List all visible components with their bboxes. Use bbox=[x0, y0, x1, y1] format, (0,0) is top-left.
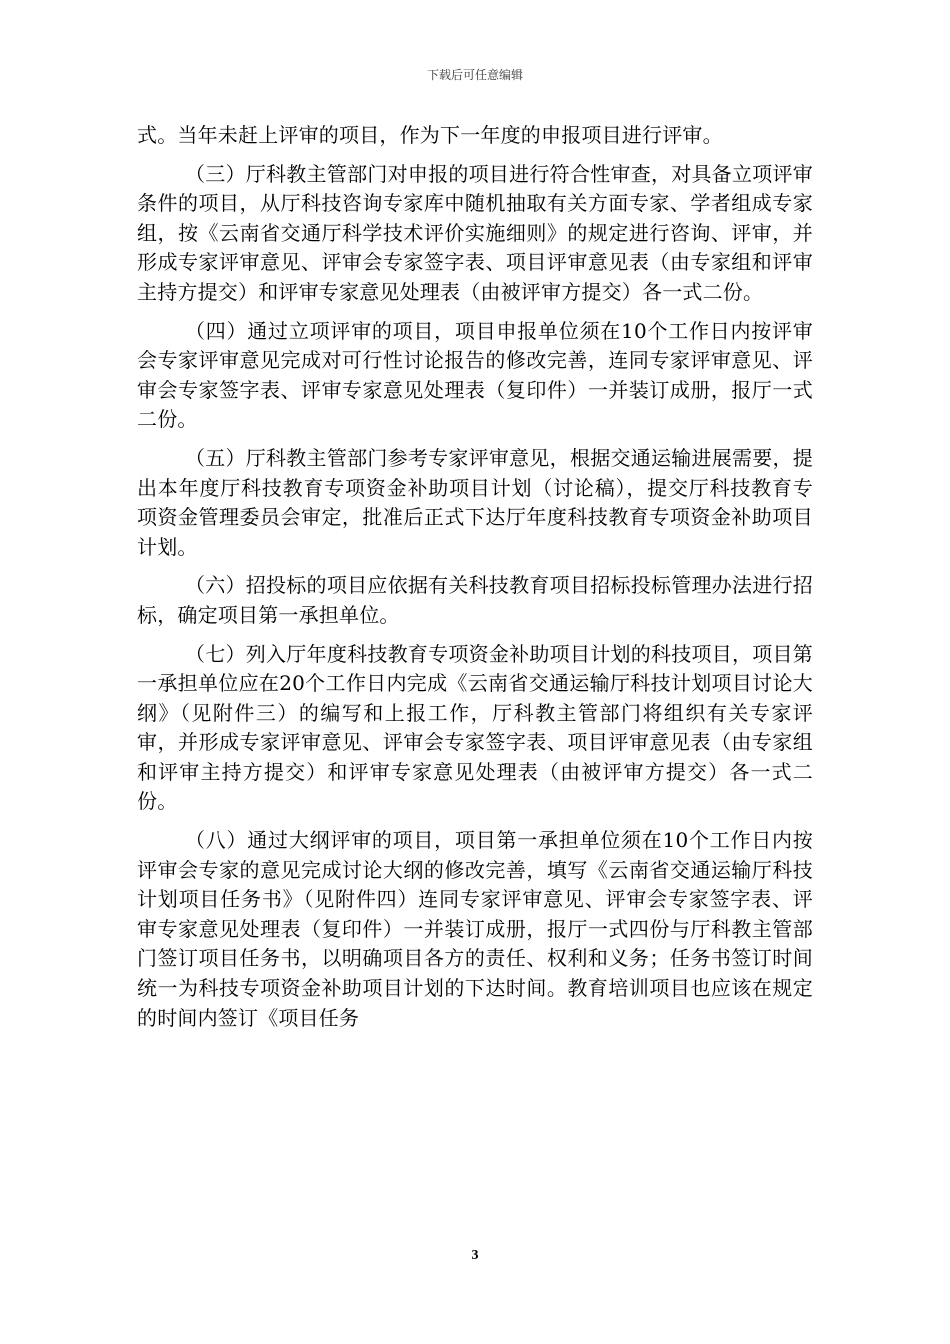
page-header: 下载后可任意编辑 bbox=[426, 68, 523, 82]
paragraph-continuation: 式。当年未赶上评审的项目，作为下一年度的申报项目进行评审。 bbox=[137, 123, 723, 147]
paragraph-item-5: （五）厅科教主管部门参考专家评审意见，根据交通运输进展需要，提出本年度厅科技教育专项资金补助项目计划（讨论稿），提交厅科技教育专项资金管理委员会审定，批准后正式下达厅年度科技教育专项资金补助项目计划。 bbox=[137, 445, 813, 559]
paragraph-item-6: （六）招投标的项目应依据有关科技教育项目招标投标管理办法进行招标，确定项目第一承担单位。 bbox=[137, 573, 813, 627]
paragraph-item-7: （七）列入厅年度科技教育专项资金补助项目计划的科技项目，项目第一承担单位应在20个工作日内完成《云南省交通运输厅科技计划项目讨论大纲》（见附件三）的编写和上报工作，厅科教主管部门将组织有关专家评审，并形成专家评审意见、评审会专家签字表、项目评审意见表（由专家组和评审主持方提交）和评审专家意见处理表（由被评审方提交）各一式二份。 bbox=[137, 641, 813, 814]
paragraph-item-3: （三）厅科教主管部门对申报的项目进行符合性审查，对具备立项评审条件的项目，从厅科技咨询专家库中随机抽取有关方面专家、学者组成专家组，按《云南省交通厅科学技术评价实施细则》的规定进行咨询、评审，并形成专家评审意见、评审会专家签字表、项目评审意见表（由专家组和评审主持方提交）和评审专家意见处理表（由被评审方提交）各一式二份。 bbox=[137, 161, 813, 304]
paragraph-item-4: （四）通过立项评审的项目，项目申报单位须在10个工作日内按评审会专家评审意见完成对可行性讨论报告的修改完善，连同专家评审意见、评审会专家签字表、评审专家意见处理表（复印件）一并装订成册，报厅一式二份。 bbox=[137, 318, 813, 432]
page-number: 3 bbox=[471, 1248, 479, 1263]
paragraph-item-8: （八）通过大纲评审的项目，项目第一承担单位须在10个工作日内按评审会专家的意见完成讨论大纲的修改完善，填写《云南省交通运输厅科技计划项目任务书》（见附件四）连同专家评审意见、评审会专家签字表、评审专家意见处理表（复印件）一并装订成册，报厅一式四份与厅科教主管部门签订项目任务书，以明确项目各方的责任、权利和义务；任务书签订时间统一为科技专项资金补助项目计划的下达时间。教育培训项目也应该在规定的时间内签订《项目任务 bbox=[137, 828, 813, 1030]
document-body bbox=[137, 121, 813, 1042]
